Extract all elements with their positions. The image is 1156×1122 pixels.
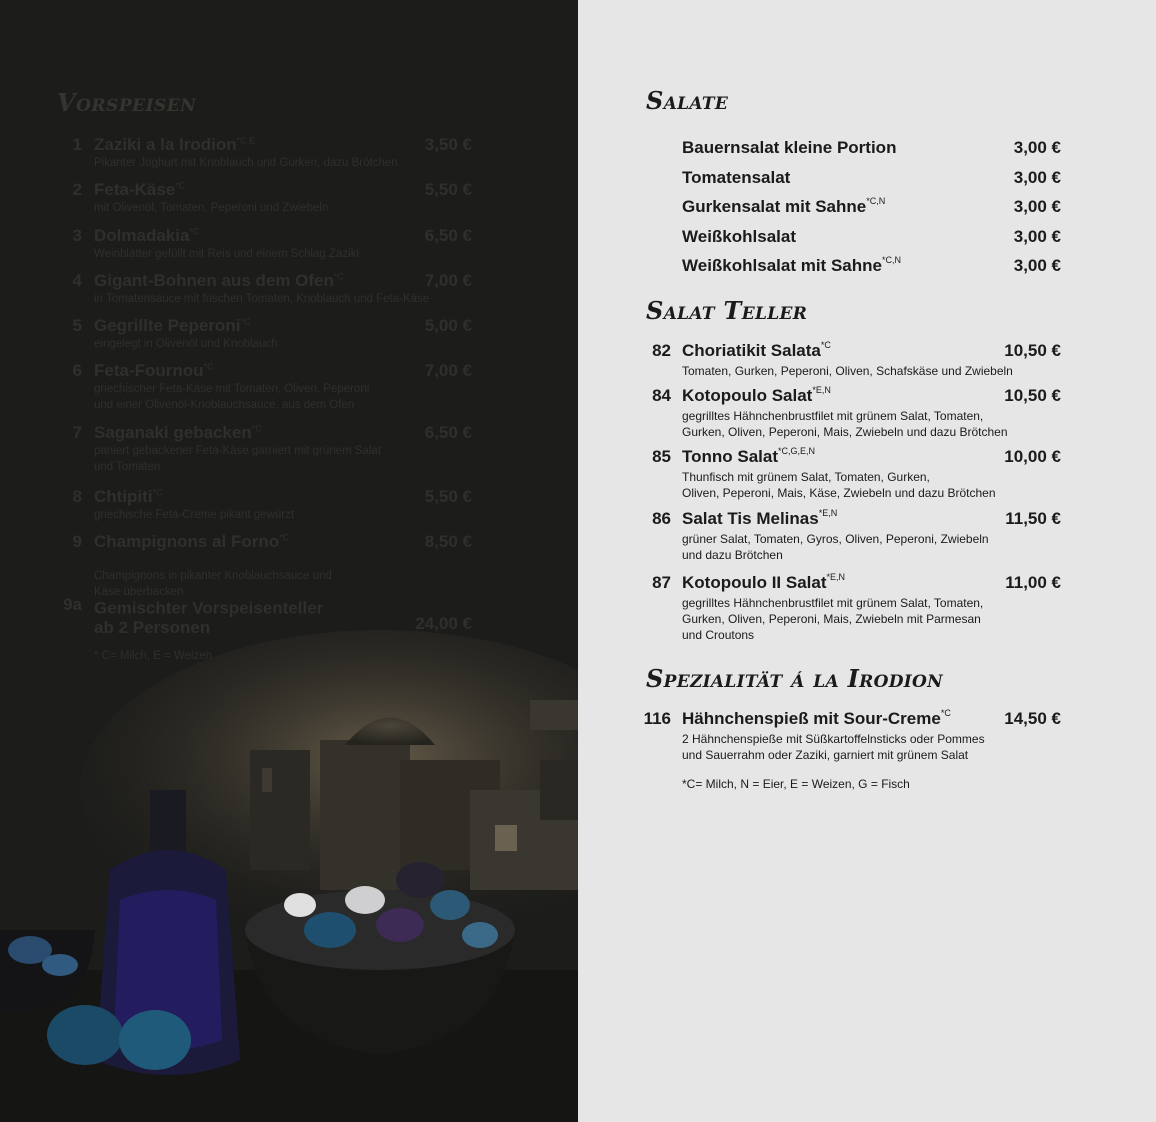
menu-item-price: 3,00 € (1013, 197, 1061, 216)
menu-item-name-line2: ab 2 Personen (94, 617, 211, 637)
menu-item-name-text: Dolmadakia (94, 226, 190, 245)
menu-item-description (94, 291, 474, 307)
description-line: Champignons in pikanter Knoblauchsauce und (94, 570, 332, 582)
section-title-vorspeisen: Vorspeisen (57, 88, 197, 117)
menu-item-name (682, 256, 901, 276)
menu-item-number: 82 (652, 341, 671, 360)
allergen-codes: *E,N (826, 572, 846, 583)
allergen-footnote-right: *C= Milch, N = Eier, E = Weizen, G = Fisch (682, 777, 910, 791)
description-line: gegrilltes Hähnchenbrustfilet mit grünem Salat, Tomaten, (682, 409, 984, 423)
menu-item-name-text: Hähnchenspieß mit Sour-Creme (682, 709, 941, 728)
menu-item-price: 6,50 € (424, 226, 472, 245)
menu-item-name (682, 168, 790, 188)
menu-item-price: 5,50 € (424, 180, 472, 199)
menu-item-number: 5 (72, 316, 82, 335)
menu-item-name-text: Choriatikit Salata (682, 341, 821, 360)
description-line: Oliven, Peperoni, Mais, Käse, Zwiebeln und dazu Brötchen (682, 486, 996, 500)
menu-item-price: 14,50 € (1004, 709, 1061, 728)
menu-item-description (94, 200, 474, 216)
menu-item-number: 9a (63, 595, 82, 614)
menu-item-name-text: Weißkohlsalat mit Sahne (682, 256, 882, 275)
menu-item-name-text: Bauernsalat kleine Portion (682, 138, 897, 157)
menu-item-name-text: Gegrillte Peperoni (94, 316, 241, 335)
allergen-codes: *C,N (866, 196, 886, 207)
menu-item-name-text: Zaziki a la Irodion (94, 135, 237, 154)
allergen-codes: *E,N (818, 508, 838, 519)
allergen-codes: *C,G,E,N (778, 446, 816, 457)
menu-item-price: 3,00 € (1013, 138, 1061, 157)
menu-item-name-text: Gemischter Vorspeisenteller (94, 598, 324, 618)
menu-item-name-text: Saganaki gebacken (94, 423, 252, 442)
menu-item-name (94, 423, 262, 443)
menu-item-name-text: Feta-Käse (94, 180, 176, 199)
menu-item-price: 3,00 € (1013, 256, 1061, 275)
menu-item-name (682, 709, 951, 729)
allergen-codes: *C (940, 708, 951, 719)
menu-item-name-text: Tonno Salat (682, 447, 779, 466)
menu-item-description (94, 552, 474, 600)
menu-item-price: 10,50 € (1004, 341, 1061, 360)
description-line: griechischer Feta-Käse mit Tomaten, Oliven, Peperoni (94, 383, 370, 395)
allergen-codes: *C (189, 226, 200, 237)
menu-item-name-text: Gurkensalat mit Sahne (682, 197, 867, 216)
menu-item-price: 3,50 € (424, 135, 472, 154)
menu-item-price: 8,50 € (424, 532, 472, 551)
description-line: Thunfisch mit grünem Salat, Tomaten, Gurken, (682, 470, 930, 484)
menu-item-name-text: Champignons al Forno (94, 532, 280, 551)
menu-item-name-text: Feta-Fournou (94, 361, 204, 380)
menu-item-name (94, 361, 214, 381)
menu-item-price: 7,00 € (424, 361, 472, 380)
menu-item-number: 1 (72, 135, 82, 154)
menu-item-description (682, 531, 1032, 563)
description-line: in Tomatensauce mit frischen Tomaten, Knoblauch und Feta-Käse (94, 293, 430, 305)
allergen-codes: *E,N (812, 385, 831, 396)
menu-item-description (682, 469, 1032, 501)
menu-item-number: 87 (652, 573, 671, 592)
description-line: 2 Hähnchenspieße mit Süßkartoffelnsticks oder Pommes (682, 732, 985, 746)
menu-item-number: 3 (72, 226, 82, 245)
menu-item-name-text: Weißkohlsalat (682, 227, 796, 246)
menu-item-name-text: Kotopoulo Salat (682, 386, 813, 405)
menu-item-name (682, 138, 896, 158)
menu-item-number: 7 (72, 423, 82, 442)
description-line: paniert gebackener Feta-Käse garniert mit grünem Salat (94, 445, 382, 457)
description-line: Gurken, Oliven, Peperoni, Mais, Zwiebeln mit Parmesan (682, 612, 981, 626)
menu-item-name-text: Kotopoulo II Salat (682, 573, 827, 592)
menu-item-name (94, 135, 255, 155)
menu-item-price: 11,00 € (1005, 573, 1061, 592)
menu-item-price: 5,50 € (424, 487, 472, 506)
menu-item-name (94, 532, 289, 552)
right-panel (578, 0, 1156, 1122)
section-title-salat-teller: Salat Teller (646, 296, 808, 325)
menu-item-price: 7,00 € (424, 271, 472, 290)
description-line: gegrilltes Hähnchenbrustfilet mit grünem Salat, Tomaten, (682, 596, 984, 610)
menu-item-price: 11,50 € (1005, 509, 1061, 528)
menu-item-number: 4 (72, 271, 82, 290)
description-line: griechische Feta-Creme pikant gewürzt (94, 509, 295, 521)
allergen-codes: *C (251, 423, 262, 434)
description-line: Käse überbacken (94, 586, 184, 598)
menu-item-name (94, 487, 163, 507)
menu-item-description (682, 731, 1032, 763)
description-line: Weinblätter gefüllt mit Reis und einem Schlag Zaziki (94, 248, 360, 260)
menu-item-price: 3,00 € (1013, 227, 1061, 246)
menu-item-number: 8 (72, 487, 82, 506)
description-line: Gurken, Oliven, Peperoni, Mais, Zwiebeln und dazu Brötchen (682, 425, 1008, 439)
menu-item-description (94, 155, 474, 171)
menu-item-price: 6,50 € (424, 423, 472, 442)
description-line: grüner Salat, Tomaten, Gyros, Oliven, Peperoni, Zwiebeln (682, 532, 989, 546)
menu-item-description (94, 381, 474, 413)
section-title-spezialitaet: Spezialität á la Irodion (646, 664, 943, 693)
menu-item-name (94, 316, 250, 336)
menu-item-number: 116 (643, 709, 671, 728)
allergen-codes: *C (175, 180, 186, 191)
description-line: und Croutons (682, 628, 755, 642)
menu-item-name (682, 573, 845, 593)
menu-item-number: 6 (72, 361, 82, 380)
menu-item-name (682, 447, 815, 467)
menu-item-name (682, 227, 796, 247)
menu-item-name (94, 595, 323, 637)
menu-item-name (682, 509, 837, 529)
menu-item-price: 10,00 € (1004, 447, 1061, 466)
menu-item-description (682, 595, 1032, 643)
allergen-codes: *C (203, 361, 214, 372)
menu-item-number: 85 (652, 447, 671, 466)
menu-item-number: 84 (652, 386, 671, 405)
menu-item-name-text: Chtipiti (94, 487, 153, 506)
menu-item-description (94, 507, 474, 523)
menu-item-description (682, 363, 1032, 379)
menu-item-name (682, 341, 831, 361)
description-line: mit Olivenöl, Tomaten, Peperoni und Zwiebeln (94, 202, 329, 214)
menu-item-name-text: Gigant-Bohnen aus dem Ofen (94, 271, 334, 290)
menu-item-price: 24,00 € (415, 614, 472, 633)
allergen-codes: *C (333, 271, 344, 282)
allergen-codes: *C,E (236, 135, 256, 146)
description-line: eingelegt in Olivenöl und Knoblauch (94, 338, 278, 350)
menu-item-number: 9 (72, 532, 82, 551)
description-line (94, 552, 474, 568)
description-line: und dazu Brötchen (682, 548, 783, 562)
menu-item-name (94, 180, 185, 200)
allergen-codes: *C (820, 340, 831, 351)
section-title-salate: Salate (646, 86, 729, 115)
description-line: und einer Olivenöl-Knoblauchsauce, aus dem Ofen (94, 399, 355, 411)
allergen-codes: *C (152, 487, 163, 498)
menu-item-name (94, 271, 344, 291)
menu-item-description (682, 408, 1032, 440)
menu-item-number: 86 (652, 509, 671, 528)
menu-item-name-text: Tomatensalat (682, 168, 791, 187)
description-line: und Tomaten (94, 461, 161, 473)
allergen-codes: *C,N (881, 255, 901, 266)
description-line: Pikanter Joghurt mit Knoblauch und Gurken, dazu Brötchen (94, 157, 398, 169)
allergen-codes: *C (240, 316, 251, 327)
menu-item-name (682, 386, 831, 406)
menu-item-name-text: Salat Tis Melinas (682, 509, 819, 528)
menu-item-price: 10,50 € (1004, 386, 1061, 405)
menu-item-price: 3,00 € (1013, 168, 1061, 187)
menu-item-description (94, 246, 474, 262)
description-line: Tomaten, Gurken, Peperoni, Oliven, Schafskäse und Zwiebeln (682, 364, 1013, 378)
menu-item-description (94, 443, 474, 475)
menu-item-name (94, 226, 199, 246)
menu-item-name (682, 197, 885, 217)
menu-item-description (94, 336, 474, 352)
allergen-footnote-left: * C= Milch, E = Weizen (94, 650, 213, 662)
description-line: und Sauerrahm oder Zaziki, garniert mit grünem Salat (682, 748, 969, 762)
menu-item-price: 5,00 € (424, 316, 472, 335)
menu-item-number: 2 (72, 180, 82, 199)
allergen-codes: *C (279, 532, 290, 543)
